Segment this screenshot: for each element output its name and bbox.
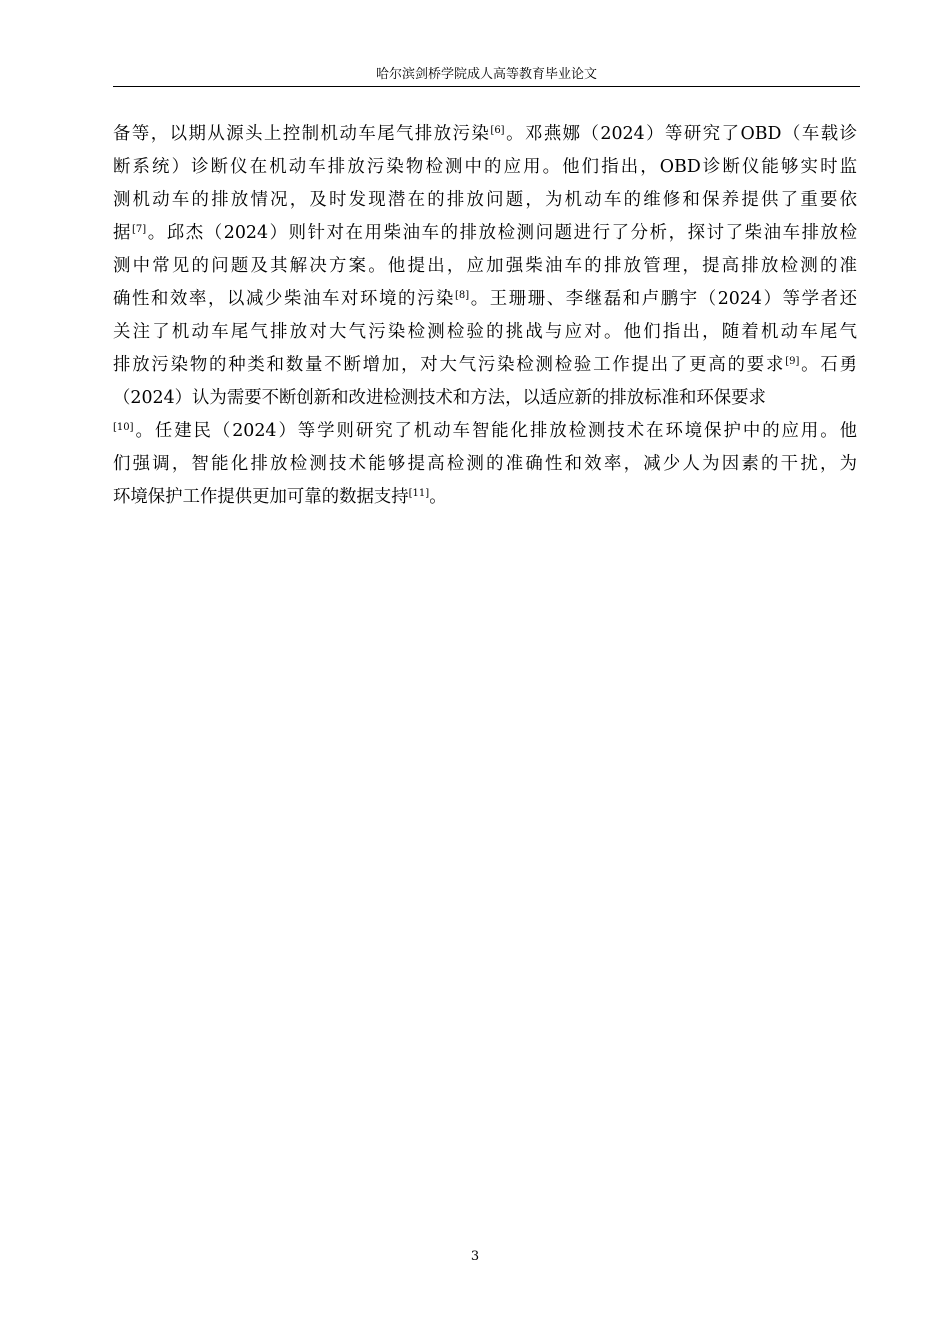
paragraph-line [113,250,857,283]
paragraph-line [113,217,857,250]
paragraph-line [113,184,857,217]
text-run: 据 [113,223,132,243]
text-run: 环境保护工作提供更加可靠的数据支持 [113,487,409,507]
running-header: 哈尔滨剑桥学院成人高等教育毕业论文 [375,67,597,82]
paragraph-line [113,118,857,151]
paragraph-line [113,382,857,415]
citation-reference: [7] [132,224,147,235]
paragraph-line [113,448,857,481]
citation-reference: [11] [408,488,430,499]
text-run: 。石勇 [799,355,857,375]
text-run: 断系统）诊断仪在机动车排放污染物检测中的应用。他们指出，OBD诊断仪能够实时监 [113,157,857,177]
paragraph-line [113,481,857,514]
page-number: 3 [470,1249,480,1264]
citation-reference: [10] [113,422,134,433]
citation-reference: [6] [490,125,505,136]
text-run: （2024）认为需要不断创新和改进检测技术和方法，以适应新的排放标准和环保要求 [113,388,766,408]
text-run: 排放污染物的种类和数量不断增加，对大气污染检测检验工作提出了更高的要求 [113,355,786,375]
paragraph-line [113,349,857,382]
citation-reference: [9] [785,356,800,367]
text-run: 测机动车的排放情况，及时发现潜在的排放问题，为机动车的维修和保养提供了重要依 [113,190,857,210]
paragraph-line [113,283,857,316]
text-run: 。 [429,487,447,507]
header-divider [113,86,860,87]
citation-reference: [8] [454,290,470,301]
paragraph-line [113,151,857,184]
body-paragraph [113,118,857,514]
text-run: 关注了机动车尾气排放对大气污染检测检验的挑战与应对。他们指出，随着机动车尾气 [113,322,857,342]
text-run: 备等，以期从源头上控制机动车尾气排放污染 [113,124,491,144]
text-run: 。邱杰（2024）则针对在用柴油车的排放检测问题进行了分析，探讨了柴油车排放检 [146,223,857,243]
paragraph-line [113,316,857,349]
text-run: 确性和效率，以减少柴油车对环境的污染 [113,289,455,309]
text-run: 。王珊珊、李继磊和卢鹏宇（2024）等学者还 [469,289,857,309]
text-run: 。任建民（2024）等学则研究了机动车智能化排放检测技术在环境保护中的应用。他 [133,421,857,441]
text-run: 们强调，智能化排放检测技术能够提高检测的准确性和效率，减少人为因素的干扰，为 [113,454,857,474]
paragraph-line [113,415,857,448]
text-run: 测中常见的问题及其解决方案。他提出，应加强柴油车的排放管理，提高排放检测的准 [113,256,857,276]
text-run: 。邓燕娜（2024）等研究了OBD（车载诊 [504,124,857,144]
